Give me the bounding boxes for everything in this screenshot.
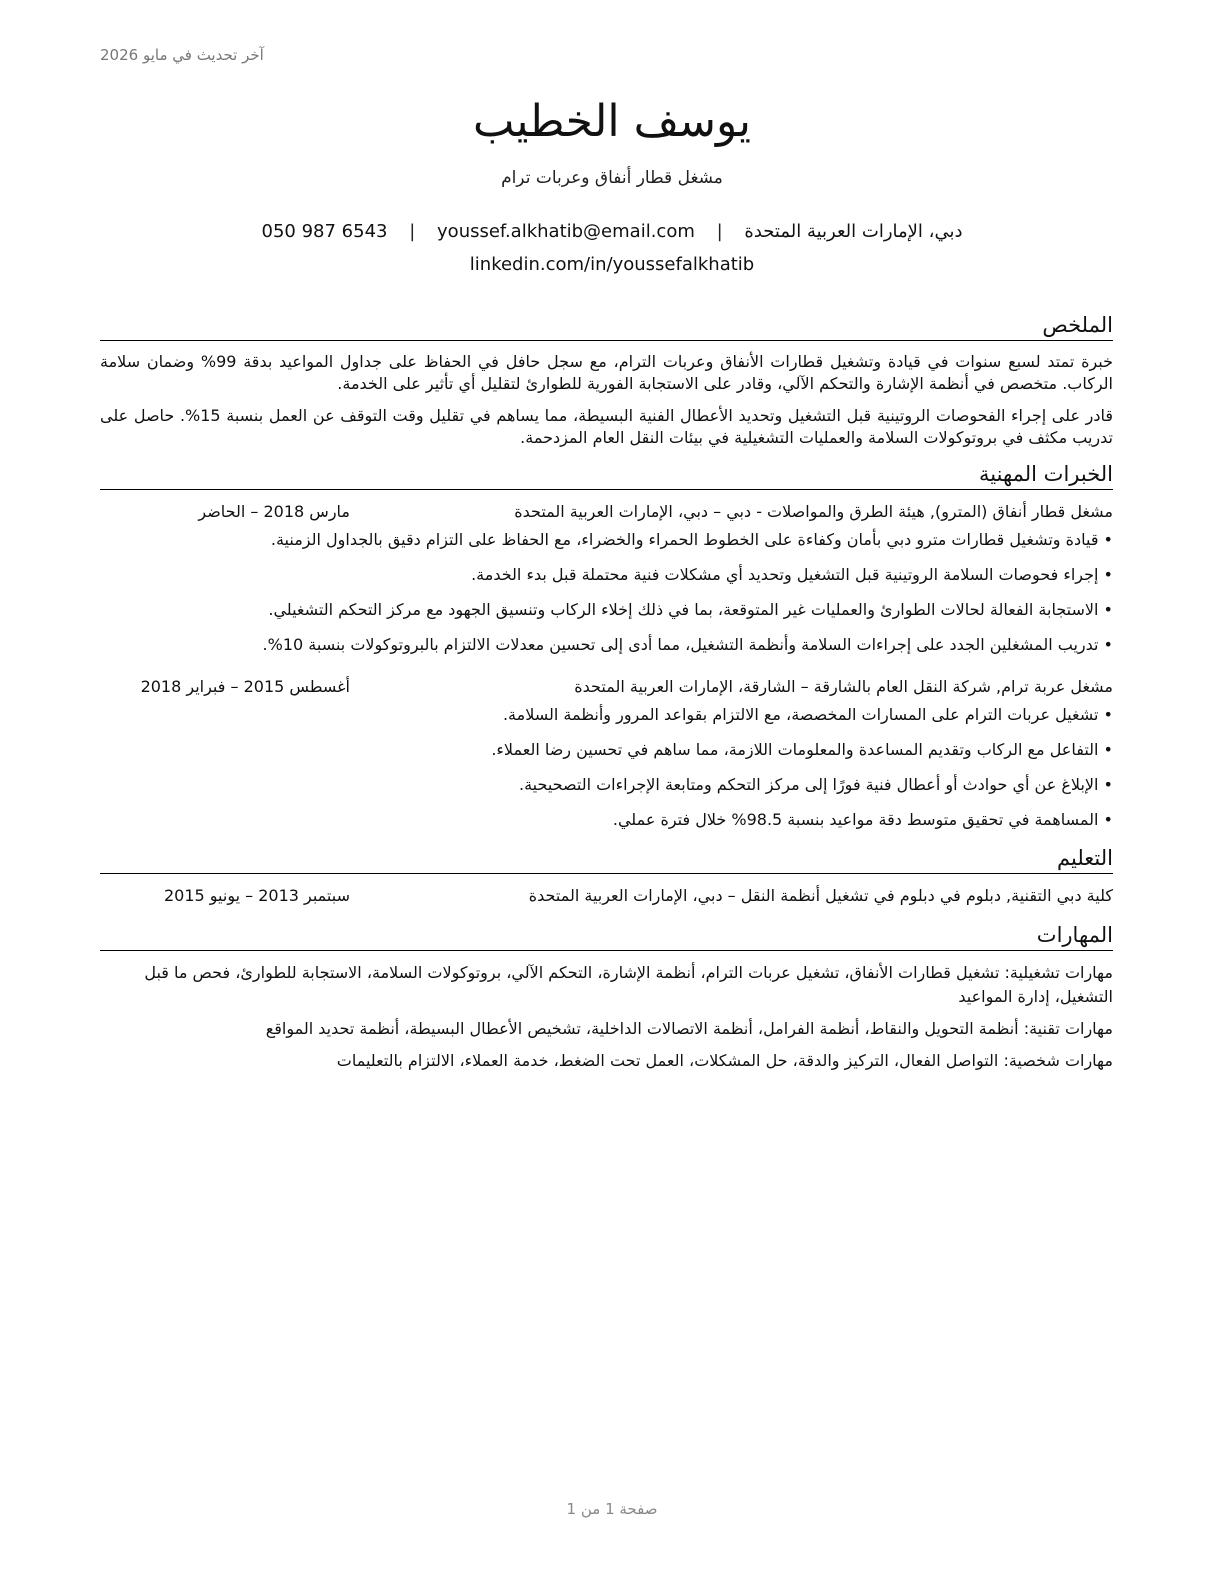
job-role-line: مشغل عربة ترام, شركة النقل العام بالشارقة – الشارقة، الإمارات العربية المتحدة (574, 677, 1113, 696)
contact-separator: | (716, 221, 723, 242)
job-bullets (100, 528, 1113, 657)
summary-paragraph: قادر على إجراء الفحوصات الروتينية قبل التشغيل وتحديد الأعطال الفنية البسيطة، مما يساهم في تقليل وقت التوقف عن العمل بنسبة 15%. حاصل على تدريب مكثف في بروتوكولات السلامة والعمليات التشغيلية في بيئات النقل العام المزدحمة. (100, 406, 1114, 447)
job-bullet: • قيادة وتشغيل قطارات مترو دبي بأمان وكفاءة على الخطوط الحمراء والخضراء، مع الحفاظ على التزام دقيق بالجداول الزمنية. (100, 528, 1113, 552)
job-bullet: • تشغيل عربات الترام على المسارات المخصصة، مع الالتزام بقواعد المرور وأنظمة السلامة. (100, 703, 1113, 727)
last-updated: آخر تحديث في مايو 2026 (100, 46, 264, 64)
job-dates: مارس 2018 – الحاضر (198, 502, 350, 521)
job-title: مشغل قطار أنفاق وعربات ترام (501, 168, 723, 188)
contact-linkedin[interactable]: linkedin.com/in/youssefalkhatib (469, 254, 755, 275)
skills-line: مهارات شخصية: التواصل الفعال، التركيز والدقة، حل المشكلات، العمل تحت الضغط، خدمة العملاء، الالتزام بالتعليمات (336, 1051, 1113, 1070)
contact-email[interactable]: youssef.alkhatib@email.com (437, 221, 695, 242)
job-bullet: • المساهمة في تحقيق متوسط دقة مواعيد بنسبة 98.5% خلال فترة عملي. (100, 808, 1113, 832)
resume-header (0, 92, 1224, 275)
summary-section (100, 310, 1113, 449)
experience-section (100, 459, 1113, 832)
section-heading-education: التعليم (100, 843, 1113, 874)
contact-location: دبي، الإمارات العربية المتحدة (744, 221, 963, 242)
resume-body (100, 310, 1113, 1081)
contact-phone: 050 987 6543 (261, 221, 388, 242)
candidate-name: يوسف الخطيب (473, 96, 751, 147)
job-bullet: • التفاعل مع الركاب وتقديم المساعدة والمعلومات اللازمة، مما ساهم في تحسين رضا العملاء. (100, 738, 1113, 762)
page-number: صفحة 1 من 1 (566, 1500, 658, 1518)
job-header (100, 500, 1113, 524)
skills-line: مهارات تقنية: أنظمة التحويل والنقاط، أنظمة الفرامل، أنظمة الاتصالات الداخلية، تشخيص الأعطال البسيطة، أنظمة تحديد المواقع (265, 1019, 1113, 1038)
contact-line (0, 220, 1224, 244)
job-bullet: • تدريب المشغلين الجدد على إجراءات السلامة وأنظمة التشغيل، مما أدى إلى تحسين معدلات الالتزام بالبروتوكولات بنسبة 10%. (100, 633, 1113, 657)
contact-separator: | (409, 221, 416, 242)
job-bullet: • الإبلاغ عن أي حوادث أو أعطال فنية فورًا إلى مركز التحكم ومتابعة الإجراءات التصحيحية. (100, 773, 1113, 797)
job-dates: أغسطس 2015 – فبراير 2018 (140, 677, 350, 696)
education-entry (100, 884, 1113, 908)
section-heading-summary: الملخص (100, 310, 1113, 341)
skills-line: مهارات تشغيلية: تشغيل قطارات الأنفاق، تشغيل عربات الترام، أنظمة الإشارة، التحكم الآلي، بروتوكولات السلامة، الاستجابة للطوارئ، فحص ما قبل التشغيل، إدارة المواعيد (144, 963, 1113, 1006)
education-line: كلية دبي التقنية, دبلوم في دبلوم في تشغيل أنظمة النقل – دبي، الإمارات العربية المتحدة (528, 886, 1113, 905)
job-entry (100, 500, 1113, 657)
job-bullet: • الاستجابة الفعالة لحالات الطوارئ والعمليات غير المتوقعة، بما في ذلك إخلاء الركاب وتنسيق الجهود مع مركز التحكم التشغيلي. (100, 598, 1113, 622)
job-header (100, 675, 1113, 699)
job-role-line: مشغل قطار أنفاق (المترو), هيئة الطرق والمواصلات - دبي – دبي، الإمارات العربية المتحدة (514, 502, 1113, 521)
section-heading-experience: الخبرات المهنية (100, 459, 1113, 490)
job-bullet: • إجراء فحوصات السلامة الروتينية قبل التشغيل وتحديد أي مشكلات فنية محتملة قبل بدء الخدمة. (100, 563, 1113, 587)
education-section (100, 843, 1113, 908)
summary-paragraph: خبرة تمتد لسبع سنوات في قيادة وتشغيل قطارات الأنفاق وعربات الترام، مع سجل حافل في الحفاظ على جداول المواعيد بدقة 99% وضمان سلامة الركاب. متخصص في أنظمة الإشارة والتحكم الآلي، وقادر على الاستجابة الفورية للطوارئ لتقليل أي تأثير على الخدمة. (100, 352, 1114, 393)
job-entry (100, 675, 1113, 832)
skills-section (100, 920, 1113, 1073)
education-dates: سبتمبر 2013 – يونيو 2015 (163, 886, 350, 905)
section-heading-skills: المهارات (100, 920, 1113, 951)
job-bullets (100, 703, 1113, 832)
